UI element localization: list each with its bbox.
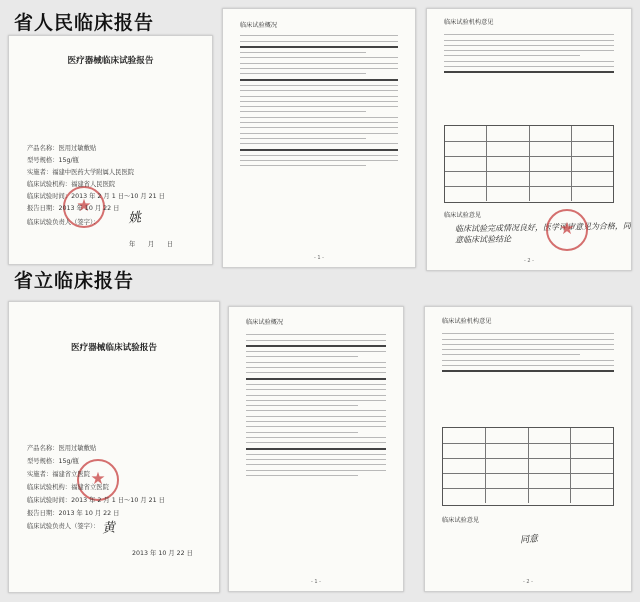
field-implementer: 实施者：福建中医药大学附属人民医院 — [27, 169, 135, 176]
document-heading: 医疗器械临床试验报告 — [67, 56, 154, 66]
opinion-title: 临床试验机构意见 — [442, 318, 492, 325]
field-model-spec: 型号规格：15g/瓶 — [27, 458, 79, 465]
page-number: - 2 - — [524, 258, 534, 264]
page-number: - 1 - — [311, 579, 321, 585]
handwritten-opinion: 临床试验完成情况良好，医学评审意见为合格，同意临床试验结论 — [454, 221, 631, 245]
field-trial-time: 临床试验时间：2013 年 2 月 1 日～10 月 21 日 — [27, 193, 165, 200]
red-hospital-seal — [546, 209, 588, 251]
page-number: - 1 - — [314, 255, 324, 261]
field-product-name: 产品名称：医用过敏敷贴 — [27, 145, 97, 152]
date-signature-line: 2013 年 10 月 22 日 — [132, 550, 193, 557]
page-title: 临床试验概况 — [246, 319, 284, 326]
report-cover-page-provincial — [8, 301, 220, 593]
opinion-text-block — [442, 329, 614, 377]
field-trial-lead-signature: 临床试验负责人（签字）： — [27, 219, 100, 226]
report-body-page-provincial — [228, 306, 404, 592]
field-clinical-institution: 临床试验机构：福建省立医院 — [27, 484, 109, 491]
report-opinion-page-provincial — [424, 306, 632, 592]
participant-table — [444, 125, 614, 203]
document-heading: 医疗器械临床试验报告 — [71, 343, 157, 353]
field-model-spec: 型号规格：15g/瓶 — [27, 157, 79, 164]
report-opinion-page-people — [426, 8, 632, 271]
field-report-date: 报告日期：2013 年 10 月 22 日 — [27, 205, 120, 212]
field-implementer: 实施者：福建省立医院 — [27, 471, 90, 478]
section-title-provincial-people: 省人民临床报告 — [14, 12, 155, 34]
opinion-section-label: 临床试验意见 — [442, 517, 480, 524]
date-signature-line: 年 月 日 — [129, 241, 174, 248]
red-hospital-seal — [77, 459, 119, 501]
opinion-title: 临床试验机构意见 — [444, 19, 494, 26]
participant-table — [442, 427, 614, 506]
page-number: - 2 - — [523, 579, 533, 585]
body-text-block — [246, 330, 386, 480]
opinion-section-label: 临床试验意见 — [444, 212, 482, 219]
report-body-page-people — [222, 8, 416, 268]
field-trial-lead-signature: 临床试验负责人（签字）： — [27, 523, 100, 530]
handwritten-opinion: 同意 — [519, 534, 539, 546]
field-report-date: 报告日期：2013 年 10 月 22 日 — [27, 510, 120, 517]
body-text-block — [240, 31, 398, 171]
field-product-name: 产品名称：医用过敏敷贴 — [27, 445, 97, 452]
field-clinical-institution: 临床试验机构：福建省人民医院 — [27, 181, 116, 188]
field-trial-time: 临床试验时间：2013 年 2 月 1 日～10 月 21 日 — [27, 497, 165, 504]
handwritten-signature: 黄 — [101, 520, 116, 537]
page-title: 临床试验概况 — [240, 22, 278, 29]
opinion-text-block — [444, 30, 614, 78]
report-cover-page-people — [8, 35, 213, 265]
section-title-provincial-hospital: 省立临床报告 — [14, 270, 135, 292]
handwritten-signature: 姚 — [127, 210, 142, 227]
